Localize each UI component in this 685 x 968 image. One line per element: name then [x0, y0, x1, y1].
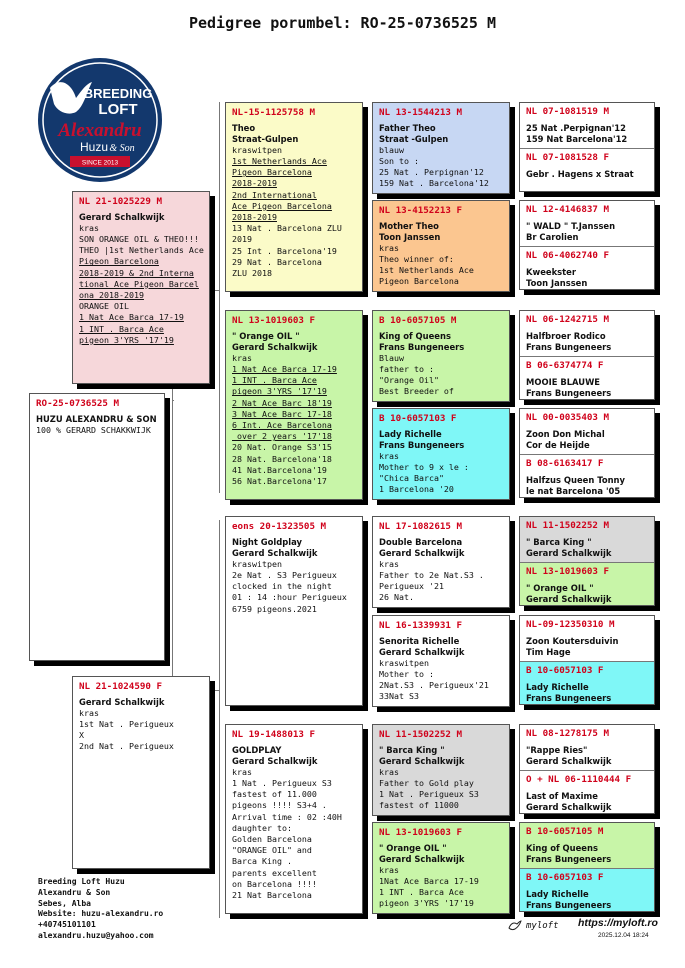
gen4-name: Father Theo — [379, 123, 436, 133]
note-line: Pigeon Barcelona — [379, 276, 459, 287]
gen5-ring: NL 07-1081519 M — [526, 106, 609, 117]
note-line: over 2 years '17'18 — [232, 431, 332, 442]
note-line: 13 Nat . Barcelona ZLU — [232, 223, 342, 234]
gen4-ring: NL 11-1502252 M — [379, 729, 462, 740]
note-line: 2019 — [232, 234, 252, 245]
pigeon-icon — [508, 919, 522, 933]
gen4-owner: Gerard Schalkwijk — [379, 548, 465, 558]
gen4-notes — [379, 876, 504, 910]
note-line: SON ORANGE OIL & THEO!!! — [79, 234, 199, 244]
note-line: 1 Nat Ace Barca 17-19 — [79, 312, 184, 323]
gen3-card-sire-sire[interactable] — [225, 102, 363, 292]
note-line: 6 Int. Ace Barcelona — [232, 420, 332, 431]
gen4-ring: NL 13-1019603 F — [379, 827, 462, 838]
note-line: daughter to: — [232, 822, 292, 833]
note-line: fastest of 11000 — [379, 800, 459, 811]
note-line: pigeon 3'YRS '17'19 — [379, 898, 474, 909]
gen5-line2: Tim Hage — [526, 647, 571, 657]
note-line: 1 INT . Barca Ace — [232, 375, 317, 386]
gen5-line2: Gerard Schalkwijk — [526, 802, 612, 812]
gen5-line1: MOOIE BLAUWE — [526, 377, 601, 387]
gen4-ring: NL 16-1339931 F — [379, 620, 462, 631]
sire-ring: NL 21-1025229 M — [79, 196, 162, 207]
gen5-ring: NL 12-4146837 M — [526, 204, 609, 215]
gen3-color: kras — [232, 353, 252, 363]
gen5-line1: 25 Nat .Perpignan'12 — [526, 123, 626, 133]
gen5-ring: NL-09-12350310 M — [526, 619, 615, 630]
gen4-color: kras — [379, 243, 399, 253]
gen4-card[interactable] — [372, 102, 510, 194]
gen5-card[interactable] — [520, 246, 654, 290]
note-line: Arrival time : 02 :40H — [232, 811, 342, 822]
myloft-url[interactable]: https://myloft.ro — [578, 917, 658, 929]
sire-name: Gerard Schalkwijk — [79, 212, 165, 222]
gen3-name: " Orange OIL " — [232, 331, 300, 341]
loft-logo — [28, 54, 172, 186]
logo-text-loft: LOFT — [98, 101, 138, 118]
gen3-owner: Gerard Schalkwijk — [232, 548, 318, 558]
note-line: 1st Nat . Perigueux — [79, 719, 174, 729]
note-line: Mother to 9 x le : — [379, 462, 469, 472]
gen4-color: kras — [379, 865, 399, 875]
gen5-line1: Gebr . Hagens x Straat — [526, 169, 634, 179]
gen4-card[interactable] — [372, 615, 510, 707]
note-line: 1 INT . Barca Ace — [379, 887, 464, 898]
note-line: 25 Nat . Perpignan'12 — [379, 167, 484, 178]
logo-text-since: SINCE 2013 — [81, 159, 119, 167]
gen4-color: kras — [379, 559, 399, 569]
dam-card[interactable] — [72, 676, 210, 869]
gen4-owner: Frans Bungeneers — [379, 440, 465, 450]
gen5-pair — [519, 102, 655, 192]
note-line: 21 Nat Barcelona — [232, 890, 312, 901]
gen5-line2: Frans Bungeneers — [526, 900, 612, 910]
note-line: clocked in the night — [232, 581, 332, 592]
gen4-owner: Frans Bungeneers — [379, 342, 465, 352]
gen4-notes — [379, 156, 504, 190]
note-line: 01 : 14 :hour Perigueux — [232, 592, 347, 603]
gen5-line1: Last of Maxime — [526, 791, 598, 801]
gen3-card-dam-dam[interactable] — [225, 724, 363, 914]
gen4-name: Mother Theo — [379, 221, 439, 231]
gen5-line1: Lady Richelle — [526, 889, 589, 899]
gen4-color: blauw — [379, 145, 404, 155]
gen5-line1: King of Queens — [526, 843, 598, 853]
gen5-line2: 159 Nat Barcelona'12 — [526, 134, 628, 144]
note-line: 33Nat S3 — [379, 691, 419, 702]
note-line: 1 Nat Ace Barca 17-19 — [232, 364, 337, 374]
gen5-line1: Kweekster — [526, 267, 576, 277]
contact-line: Alexandru & Son — [38, 887, 111, 897]
gen3-notes — [232, 156, 357, 279]
gen5-ring: B 10-6057103 F — [526, 872, 604, 883]
gen3-color: kraswitpen — [232, 559, 282, 569]
gen5-pair — [519, 200, 655, 290]
logo-text-breeding: BREEDING — [83, 86, 153, 101]
connector — [211, 290, 219, 291]
note-line: "Orange Oil" — [379, 375, 439, 386]
connector — [219, 102, 220, 493]
note-line: 25 Int . Barcelona'19 — [232, 245, 337, 256]
gen5-card[interactable] — [520, 661, 654, 705]
gen4-card[interactable] — [372, 408, 510, 500]
gen4-notes — [379, 254, 504, 288]
gen3-owner: Straat-Gulpen — [232, 134, 299, 144]
gen4-name: Double Barcelona — [379, 537, 463, 547]
note-line: Mother to : — [379, 669, 434, 679]
gen3-card-sire-dam[interactable] — [225, 310, 363, 500]
gen5-line1: " Barca King " — [526, 537, 592, 547]
gen5-ring: B 06-6374774 F — [526, 360, 604, 371]
gen4-ring: NL 13-4152213 F — [379, 205, 462, 216]
note-line: on Barcelona !!!! — [232, 878, 317, 889]
note-line: 1st Netherlands Ace — [232, 156, 327, 166]
sire-color: kras — [79, 223, 99, 233]
gen4-notes — [379, 669, 504, 703]
contact-line: Breeding Loft Huzu — [38, 877, 125, 886]
note-line: 29 Nat . Barcelona — [232, 256, 322, 267]
note-line: Pigeon Barcelona — [79, 256, 159, 267]
note-line: Ace Pigeon Barcelona — [232, 200, 332, 211]
note-line: Father to Gold play — [379, 778, 474, 788]
note-line: 1 Nat . Perigueux S3 — [232, 778, 332, 788]
gen4-color: kras — [379, 767, 399, 777]
gen3-name: Theo — [232, 123, 256, 133]
sire-card[interactable] — [72, 191, 210, 384]
note-line: 41 Nat.Barcelona'19 — [232, 464, 327, 475]
gen5-card[interactable] — [520, 770, 654, 814]
dam-notes — [79, 719, 204, 753]
sire-notes — [79, 234, 204, 346]
gen5-line1: Zoon Don Michal — [526, 429, 605, 439]
note-line: Perigueux '21 — [379, 581, 444, 592]
gen4-card[interactable] — [372, 724, 510, 816]
note-line: 2 Nat Ace Barc 18'19 — [232, 397, 332, 408]
gen4-name: King of Queens — [379, 331, 451, 341]
generated-timestamp: 2025.12.04 18:24 — [598, 932, 649, 939]
subject-color: 100 % GERARD SCHAKKWIJK — [36, 425, 151, 435]
gen5-line2: Frans Bungeneers — [526, 854, 612, 864]
gen4-ring: B 10-6057103 F — [379, 413, 457, 424]
note-line: 1 Barcelona '20 — [379, 484, 454, 495]
gen5-card[interactable] — [520, 616, 654, 661]
gen5-line1: Lady Richelle — [526, 682, 589, 692]
gen4-owner: Gerard Schalkwijk — [379, 647, 465, 657]
gen4-notes — [379, 570, 504, 604]
note-line: ona 2018-2019 — [79, 290, 144, 301]
note-line: tional Ace Pigeon Barcel — [79, 278, 199, 289]
contact-website[interactable]: Website: huzu-alexandru.ro — [38, 909, 164, 919]
gen5-card[interactable] — [520, 868, 654, 912]
gen5-pair — [519, 516, 655, 606]
contact-email[interactable]: alexandru.huzu@yahoo.com — [38, 930, 154, 940]
dam-color: kras — [79, 708, 99, 718]
myloft-name: myloft — [526, 921, 559, 931]
gen5-ring: NL 00-0035403 M — [526, 412, 609, 423]
gen5-line1: Halfzus Queen Tonny — [526, 475, 625, 485]
gen5-ring: O + NL 06-1110444 F — [526, 774, 632, 785]
note-line: 2018-2019 — [232, 178, 277, 189]
gen4-color: kraswitpen — [379, 658, 429, 668]
loft-logo-graphic — [28, 54, 172, 186]
gen5-card[interactable] — [520, 409, 654, 454]
note-line: 1st Netherlands Ace — [379, 265, 474, 276]
gen5-ring: NL 06-1242715 M — [526, 314, 609, 325]
gen5-line1: " WALD " T.Janssen — [526, 221, 616, 231]
gen5-line1: Zoon Koutersduivin — [526, 636, 619, 646]
gen5-card[interactable] — [520, 103, 654, 148]
note-line: 1Nat Ace Barca 17-19 — [379, 876, 479, 886]
note-line: ZLU 2018 — [232, 268, 272, 279]
gen5-line2: Frans Bungeneers — [526, 693, 612, 703]
gen4-name: Lady Richelle — [379, 429, 442, 439]
gen5-pair — [519, 724, 655, 814]
gen3-ring: NL 13-1019603 F — [232, 315, 315, 326]
gen4-ring: NL 17-1082615 M — [379, 521, 462, 532]
gen4-card[interactable] — [372, 200, 510, 292]
note-line: fastest of 11.000 — [232, 789, 317, 800]
gen5-ring: NL 11-1502252 M — [526, 520, 609, 531]
note-line: 6759 pigeons.2021 — [232, 603, 317, 614]
gen4-name: Senorita Richelle — [379, 636, 460, 646]
gen5-ring: NL 08-1278175 M — [526, 728, 609, 739]
gen5-line2: Gerard Schalkwijk — [526, 594, 612, 604]
gen4-notes — [379, 462, 504, 496]
gen5-ring: NL 06-4062740 F — [526, 250, 609, 261]
note-line: 159 Nat . Barcelona'12 — [379, 178, 489, 189]
gen5-ring: NL 13-1019603 F — [526, 566, 609, 577]
gen5-card[interactable] — [520, 311, 654, 356]
gen5-pair — [519, 310, 655, 400]
gen5-line2: Frans Bungeneers — [526, 388, 612, 398]
gen5-pair — [519, 408, 655, 498]
subject-card[interactable] — [29, 393, 165, 661]
gen3-ring: NL 19-1488013 F — [232, 729, 315, 740]
note-line: father to : — [379, 364, 434, 374]
gen5-line2: Gerard Schalkwijk — [526, 548, 612, 558]
note-line: Pigeon Barcelona — [232, 167, 312, 178]
gen4-ring: NL 13-1544213 M — [379, 107, 462, 118]
note-line: 2nd International — [232, 189, 317, 200]
gen4-color: kras — [379, 451, 399, 461]
note-line: Son to : — [379, 156, 419, 166]
note-line: pigeon 3'YRS '17'19 — [232, 386, 327, 397]
gen5-card[interactable] — [520, 517, 654, 562]
gen3-ring: eons 20-1323505 M — [232, 521, 327, 532]
gen5-card[interactable] — [520, 562, 654, 606]
connector — [172, 400, 174, 401]
gen5-line2: Toon Janssen — [526, 278, 588, 288]
gen5-card[interactable] — [520, 356, 654, 400]
note-line: parents excellent — [232, 867, 317, 878]
note-line: 2018-2019 & 2nd Interna — [79, 267, 194, 278]
note-line: Best Breeder of — [379, 386, 454, 397]
note-line: 56 Nat.Barcelona'17 — [232, 476, 327, 487]
note-line: 2e Nat . S3 Perigueux — [232, 570, 337, 580]
gen5-pair — [519, 822, 655, 912]
gen4-card[interactable] — [372, 822, 510, 914]
gen5-card[interactable] — [520, 201, 654, 246]
gen4-card[interactable] — [372, 310, 510, 402]
gen4-card[interactable] — [372, 516, 510, 608]
gen3-color: kras — [232, 767, 252, 777]
gen4-name: " Orange OIL " — [379, 843, 447, 853]
gen3-card-dam-sire[interactable] — [225, 516, 363, 706]
note-line: pigeons !!!! S3+4 . — [232, 800, 327, 811]
note-line: THEO |1st Netherlands Ace — [79, 245, 204, 256]
gen5-line2: Gerard Schalkwijk — [526, 756, 612, 766]
gen5-line2: Cor de Heijde — [526, 440, 590, 450]
note-line: Father to 2e Nat.S3 . — [379, 570, 484, 580]
logo-text-huzu: Huzu — [79, 140, 109, 154]
gen4-owner: Straat -Gulpen — [379, 134, 449, 144]
gen5-ring: B 10-6057105 M — [526, 826, 604, 837]
gen5-line2: Frans Bungeneers — [526, 342, 612, 352]
gen3-owner: Gerard Schalkwijk — [232, 756, 318, 766]
gen5-ring: NL 07-1081528 F — [526, 152, 609, 163]
myloft-brand — [508, 919, 559, 933]
gen3-notes — [232, 570, 357, 615]
gen3-owner: Gerard Schalkwijk — [232, 342, 318, 352]
note-line: 1 Nat . Perigueux S3 — [379, 789, 479, 800]
gen4-notes — [379, 364, 504, 398]
note-line: ORANGE OIL — [79, 301, 129, 312]
dam-ring: NL 21-1024590 F — [79, 681, 162, 692]
gen5-card[interactable] — [520, 148, 654, 192]
gen5-line1: "Rappe Ries" — [526, 745, 588, 755]
logo-text-son: & Son — [109, 143, 135, 154]
gen5-card[interactable] — [520, 725, 654, 770]
note-line: 2nd Nat . Perigueux — [79, 741, 174, 752]
gen5-line2: Br Carolien — [526, 232, 579, 242]
gen4-ring: B 10-6057105 M — [379, 315, 457, 326]
note-line: Theo winner of: — [379, 254, 454, 264]
page-title: Pedigree porumbel: RO-25-0736525 M — [188, 14, 497, 32]
note-line: 20 Nat. Orange S3'15 — [232, 442, 332, 453]
note-line: 3 Nat Ace Barc 17-18 — [232, 408, 332, 419]
note-line: Golden Barcelona — [232, 834, 312, 845]
gen3-notes — [232, 364, 357, 487]
contact-phone[interactable]: +40745101101 — [38, 920, 96, 930]
gen5-pair — [519, 615, 655, 705]
note-line: 1 INT . Barca Ace — [79, 323, 164, 334]
gen4-owner: Gerard Schalkwijk — [379, 756, 465, 766]
gen3-name: Night Goldplay — [232, 537, 302, 547]
note-line: pigeon 3'YRS '17'19 — [79, 334, 174, 345]
note-line: "ORANGE OIL" and — [232, 845, 312, 856]
gen5-line2: le nat Barcelona '05 — [526, 486, 621, 496]
gen4-owner: Gerard Schalkwijk — [379, 854, 465, 864]
gen5-ring: B 08-6163417 F — [526, 458, 604, 469]
contact-line: Sebes, Alba — [38, 898, 91, 908]
gen4-name: " Barca King " — [379, 745, 445, 755]
note-line: 28 Nat. Barcelona'18 — [232, 453, 332, 464]
note-line: Barca King . — [232, 856, 292, 867]
gen5-card[interactable] — [520, 454, 654, 498]
note-line: 26 Nat. — [379, 592, 414, 603]
note-line: "Chica Barca" — [379, 473, 444, 484]
gen3-ring: NL-15-1125758 M — [232, 107, 315, 118]
gen4-notes — [379, 778, 504, 812]
connector — [219, 520, 220, 918]
gen5-line1: " Orange OIL " — [526, 583, 594, 593]
gen5-ring: B 10-6057103 F — [526, 665, 604, 676]
connector — [211, 690, 219, 691]
logo-text-alexandru: Alexandru — [58, 120, 142, 141]
dam-name: Gerard Schalkwijk — [79, 697, 165, 707]
note-line: X — [79, 730, 84, 741]
gen5-line1: Halfbroer Rodico — [526, 331, 606, 341]
gen5-card[interactable] — [520, 823, 654, 868]
gen3-color: kraswitpen — [232, 145, 282, 155]
note-line: 2018-2019 — [232, 212, 277, 223]
gen3-name: GOLDPLAY — [232, 745, 282, 755]
gen4-owner: Toon Janssen — [379, 232, 441, 242]
subject-name: HUZU ALEXANDRU & SON — [36, 414, 157, 424]
gen3-notes — [232, 778, 357, 901]
note-line: 2Nat.S3 . Perigueux'21 — [379, 680, 489, 691]
subject-ring: RO-25-0736525 M — [36, 398, 119, 409]
loft-contact — [38, 877, 163, 942]
gen4-color: Blauw — [379, 353, 404, 363]
